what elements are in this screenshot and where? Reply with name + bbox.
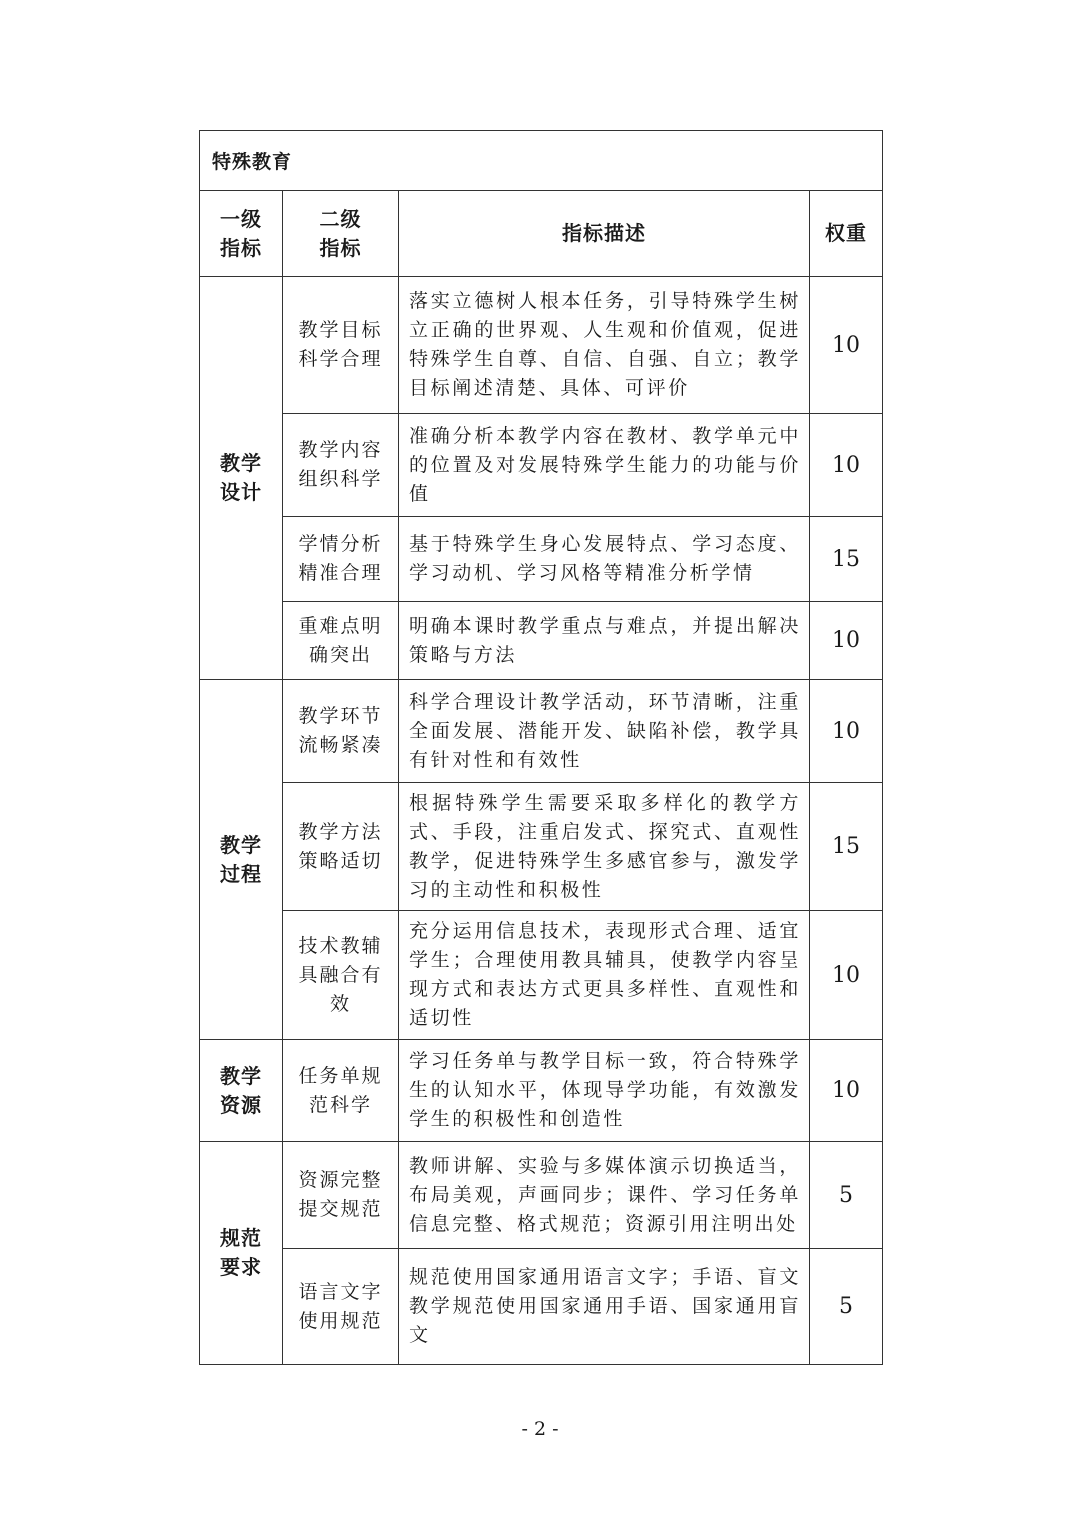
evaluation-table — [199, 130, 883, 1365]
header-weight: 权重 — [810, 191, 883, 277]
level2-cell: 重难点明确突出 — [283, 602, 399, 680]
level2-cell: 教学内容组织科学 — [283, 414, 399, 517]
table-row — [200, 1142, 883, 1249]
description-cell: 基于特殊学生身心发展特点、学习态度、学习动机、学习风格等精准分析学情 — [399, 517, 810, 602]
level2-cell: 教学方法策略适切 — [283, 783, 399, 911]
weight-cell: 10 — [810, 1040, 883, 1142]
table-row — [200, 277, 883, 414]
description-cell: 科学合理设计教学活动，环节清晰，注重全面发展、潜能开发、缺陷补偿，教学具有针对性和有效性 — [399, 680, 810, 783]
page-number: - 2 - — [521, 1418, 559, 1440]
level2-cell: 教学目标科学合理 — [283, 277, 399, 414]
description-cell: 充分运用信息技术，表现形式合理、适宜学生；合理使用教具辅具，使教学内容呈现方式和表达方式更具多样性、直观性和适切性 — [399, 911, 810, 1040]
level1-cell: 规范 要求 — [200, 1142, 283, 1365]
weight-cell: 5 — [810, 1249, 883, 1365]
table-row — [200, 783, 883, 911]
table-row — [200, 911, 883, 1040]
table-row — [200, 602, 883, 680]
description-cell: 准确分析本教学内容在教材、教学单元中的位置及对发展特殊学生能力的功能与价值 — [399, 414, 810, 517]
header-level1: 一级 指标 — [200, 191, 283, 277]
level1-cell: 教学 资源 — [200, 1040, 283, 1142]
level2-cell: 任务单规范科学 — [283, 1040, 399, 1142]
level2-cell: 教学环节流畅紧凑 — [283, 680, 399, 783]
weight-cell: 10 — [810, 602, 883, 680]
table-row — [200, 517, 883, 602]
weight-cell: 15 — [810, 517, 883, 602]
description-cell: 明确本课时教学重点与难点，并提出解决策略与方法 — [399, 602, 810, 680]
level2-cell: 语言文字使用规范 — [283, 1249, 399, 1365]
weight-cell: 10 — [810, 680, 883, 783]
header-level2: 二级 指标 — [283, 191, 399, 277]
table-title: 特殊教育 — [200, 131, 883, 191]
weight-cell: 10 — [810, 277, 883, 414]
level2-cell: 资源完整提交规范 — [283, 1142, 399, 1249]
description-cell: 学习任务单与教学目标一致，符合特殊学生的认知水平，体现导学功能，有效激发学生的积极性和创造性 — [399, 1040, 810, 1142]
table-row — [200, 1249, 883, 1365]
table-title-row — [200, 131, 883, 191]
table-header-row — [200, 191, 883, 277]
level2-cell: 技术教辅具融合有效 — [283, 911, 399, 1040]
header-description: 指标描述 — [399, 191, 810, 277]
weight-cell: 15 — [810, 783, 883, 911]
weight-cell: 10 — [810, 911, 883, 1040]
description-cell: 根据特殊学生需要采取多样化的教学方式、手段，注重启发式、探究式、直观性教学，促进特殊学生多感官参与，激发学习的主动性和积极性 — [399, 783, 810, 911]
description-cell: 规范使用国家通用语言文字；手语、盲文教学规范使用国家通用手语、国家通用盲文 — [399, 1249, 810, 1365]
table-row — [200, 680, 883, 783]
weight-cell: 10 — [810, 414, 883, 517]
description-cell: 落实立德树人根本任务，引导特殊学生树立正确的世界观、人生观和价值观，促进特殊学生自尊、自信、自强、自立；教学目标阐述清楚、具体、可评价 — [399, 277, 810, 414]
weight-cell: 5 — [810, 1142, 883, 1249]
table-row — [200, 1040, 883, 1142]
level1-cell: 教学 过程 — [200, 680, 283, 1040]
description-cell: 教师讲解、实验与多媒体演示切换适当，布局美观，声画同步；课件、学习任务单信息完整、格式规范；资源引用注明出处 — [399, 1142, 810, 1249]
level1-cell: 教学 设计 — [200, 277, 283, 680]
level2-cell: 学情分析精准合理 — [283, 517, 399, 602]
table-row — [200, 414, 883, 517]
